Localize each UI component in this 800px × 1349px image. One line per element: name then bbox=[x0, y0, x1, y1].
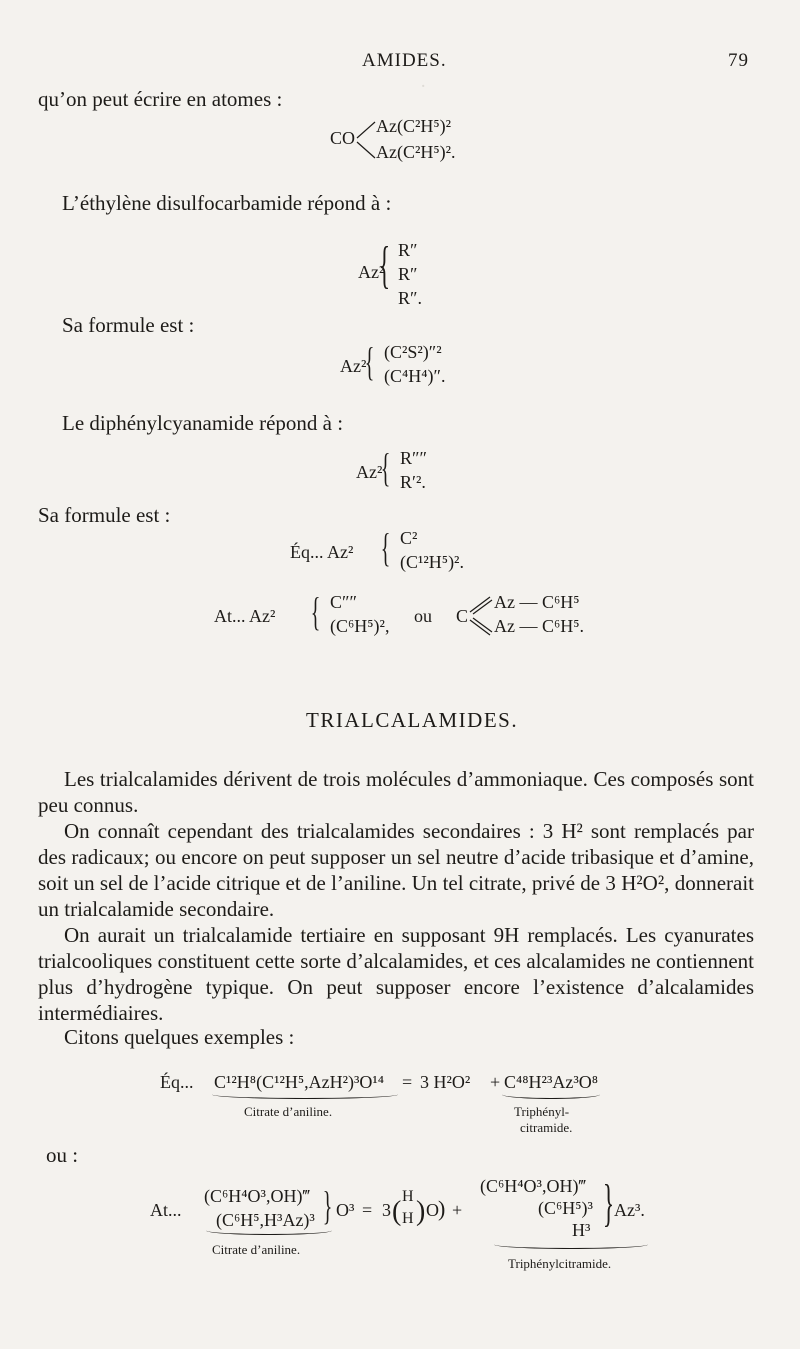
brace-glyph: { bbox=[380, 445, 391, 490]
formula-at-r2: (C⁶H⁵)², bbox=[330, 616, 390, 636]
paren-glyph: ) bbox=[438, 1196, 446, 1221]
page-number: 79 bbox=[728, 50, 749, 71]
or-word: ou bbox=[414, 606, 432, 626]
formula-at-left: At... Az² bbox=[214, 606, 276, 626]
eq2-right-r2: (C⁶H⁵)³ bbox=[538, 1198, 593, 1218]
double-bond-lines bbox=[468, 594, 494, 638]
formula-alt-r2: Az — C⁶H⁵. bbox=[494, 616, 585, 636]
section-title: TRIALCALAMIDES. bbox=[306, 708, 519, 732]
paragraph-text: On connaît cependant des trialcalamides secondaires : 3 H² sont remplacés par des radicaux; ou encore on peut supposer un sel neutre d’acide tribasique et d’amine, soit un sel de l’acide citrique et de l’aniline. Un tel citrate, privé de 3 H²O², donnerait un trialcalamide secondaire. bbox=[38, 819, 754, 921]
formula-eq-r1: C² bbox=[400, 528, 418, 548]
eq1-prefix: Éq... bbox=[160, 1072, 194, 1092]
brace-glyph: { bbox=[310, 589, 321, 634]
formula-alt-r1: Az — C⁶H⁵ bbox=[494, 592, 580, 612]
eq2-left-r2: (C⁶H⁵,H³Az)³ bbox=[216, 1210, 315, 1230]
or-label: ou : bbox=[46, 1143, 79, 1167]
caption-triphenylcitramide: Triphénylcitramide. bbox=[508, 1256, 612, 1271]
paragraph bbox=[38, 818, 754, 922]
underbrace bbox=[206, 1226, 332, 1235]
eq1-equals: = bbox=[402, 1072, 413, 1092]
brace-glyph: } bbox=[602, 1175, 615, 1232]
eq2-three: 3 bbox=[382, 1200, 391, 1220]
formula-c: C bbox=[456, 606, 469, 626]
caption-citrate: Citrate d’aniline. bbox=[244, 1104, 333, 1119]
paragraph bbox=[38, 766, 754, 818]
eq2-h1: H bbox=[402, 1188, 414, 1205]
underbrace bbox=[494, 1240, 648, 1249]
underbrace bbox=[212, 1090, 398, 1099]
caption-triphenyl: Triphényl- bbox=[514, 1104, 570, 1119]
intro-line: Sa formule est : bbox=[38, 503, 171, 527]
eq2-equals: = bbox=[362, 1200, 373, 1220]
eq2-o3: O³ bbox=[336, 1200, 355, 1220]
paren-glyph: ) bbox=[416, 1196, 426, 1227]
brace-glyph: { bbox=[378, 237, 391, 294]
formula-eq-left: Éq... Az² bbox=[290, 542, 354, 562]
brace-glyph: { bbox=[380, 525, 391, 570]
eq2-prefix: At... bbox=[150, 1200, 182, 1220]
paragraph bbox=[38, 922, 754, 1026]
formula-r2: R″ bbox=[398, 264, 418, 284]
paragraph-text: Citons quelques exemples : bbox=[64, 1025, 295, 1049]
formula-r2: (C⁴H⁴)″. bbox=[384, 366, 446, 386]
eq2-o: O bbox=[426, 1200, 439, 1220]
show-through-text: · bbox=[420, 76, 427, 97]
eq1-mid: 3 H²O² bbox=[420, 1072, 471, 1092]
eq2-plus: + bbox=[452, 1200, 463, 1220]
eq1-plus: + bbox=[490, 1072, 501, 1092]
paragraph bbox=[38, 1024, 754, 1050]
underbrace bbox=[502, 1090, 600, 1099]
formula-eq-r2: (C¹²H⁵)². bbox=[400, 552, 464, 572]
formula-r3: R″. bbox=[398, 288, 423, 308]
eq1-left: C¹²H⁸(C¹²H⁵,AzH²)³O¹⁴ bbox=[214, 1072, 385, 1092]
intro-line: Le diphénylcyanamide répond à : bbox=[62, 411, 344, 435]
caption-citramide: citramide. bbox=[520, 1120, 573, 1135]
caption-citrate: Citrate d’aniline. bbox=[212, 1242, 301, 1257]
running-header: AMIDES. bbox=[362, 50, 447, 71]
brace-glyph: { bbox=[364, 339, 375, 384]
paragraph-text: On aurait un trialcalamide tertiaire en supposant 9H remplacés. Les cyanurates trialcooliques constituent cette sorte d’alcalamides, et ces alcalamides ne contiennent plus d’hydrogène typique. On peut supposer encore l’existence d’alcalamides intermédiaires. bbox=[38, 923, 754, 1025]
formula-r1: R″ bbox=[398, 240, 418, 260]
formula-r1: R″″ bbox=[400, 448, 427, 468]
formula-r2: R′². bbox=[400, 472, 426, 492]
formula-at-r1: C″″ bbox=[330, 592, 357, 612]
intro-line: Sa formule est : bbox=[62, 313, 195, 337]
paragraph-text: Les trialcalamides dérivent de trois molécules d’ammoniaque. Ces composés sont peu connus. bbox=[38, 767, 754, 817]
eq2-right-r1: (C⁶H⁴O³,OH)‴ bbox=[480, 1176, 586, 1196]
formula-r1: (C²S²)″² bbox=[384, 342, 442, 362]
paren-glyph: ( bbox=[392, 1196, 402, 1227]
formula-az2: Az² bbox=[356, 462, 383, 482]
formula-az2: Az² bbox=[358, 262, 385, 282]
formula-bottom: Az(C²H⁵)². bbox=[376, 142, 456, 162]
formula-top: Az(C²H⁵)² bbox=[376, 116, 452, 136]
formula-az2: Az² bbox=[340, 356, 367, 376]
eq2-right-r3: H³ bbox=[572, 1220, 591, 1240]
intro-line: L’éthylène disulfocarbamide répond à : bbox=[62, 191, 392, 215]
formula-co: CO bbox=[330, 128, 356, 148]
eq2-h2: H bbox=[402, 1210, 414, 1227]
intro-line: qu’on peut écrire en atomes : bbox=[38, 87, 283, 111]
brace-glyph: } bbox=[322, 1183, 333, 1228]
eq2-left-r1: (C⁶H⁴O³,OH)‴ bbox=[204, 1186, 310, 1206]
eq2-az: Az³. bbox=[614, 1200, 645, 1220]
eq1-right: C⁴⁸H²³Az³O⁸ bbox=[504, 1072, 599, 1092]
